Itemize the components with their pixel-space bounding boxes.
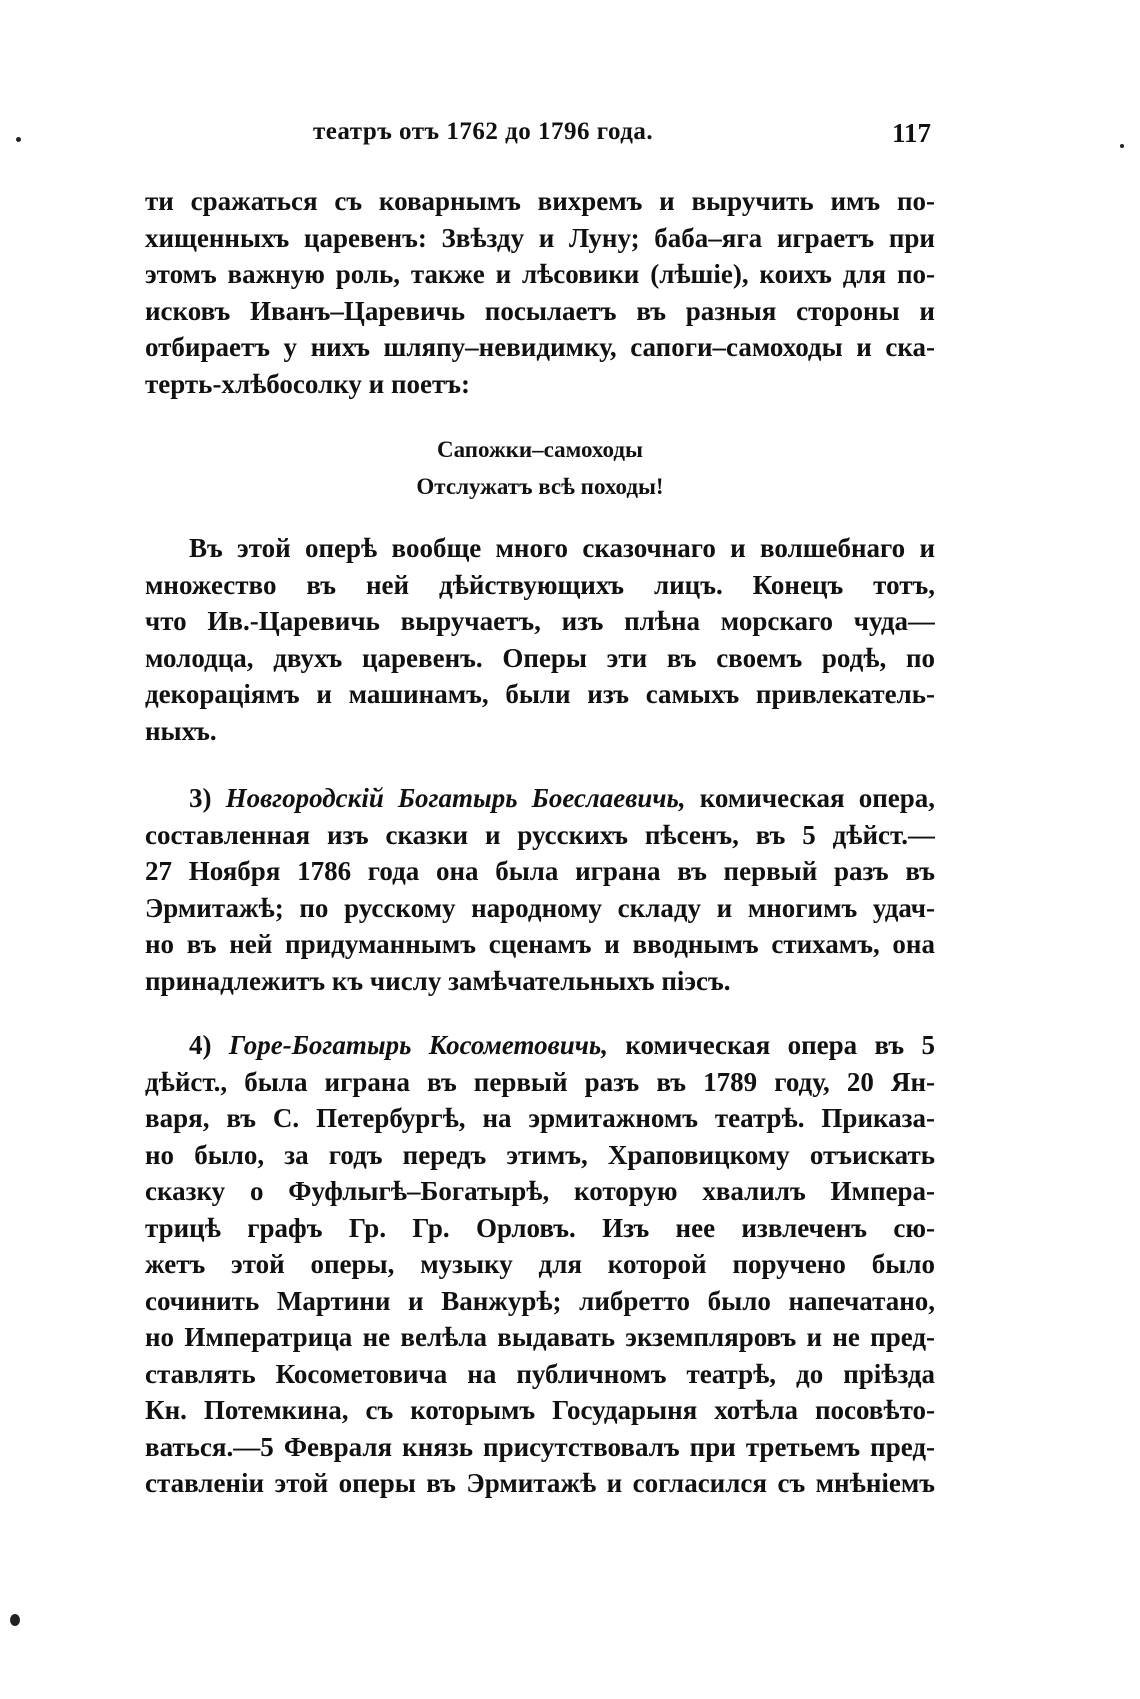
text-line: составленная изъ сказки и русскихъ пѣсенъ, въ 5 дѣйст.— <box>145 819 935 850</box>
text-line: Кн. Потемкина, съ которымъ Государыня хотѣла посовѣто- <box>145 1395 935 1425</box>
item-first-line-rest: комическая опера, <box>699 783 935 813</box>
paragraph-item-4 <box>145 1027 935 1502</box>
page-header <box>145 118 935 158</box>
text-line: ставлять Косометовича на публичномъ театрѣ, до пріѣзда <box>145 1358 935 1389</box>
paragraph-continuation <box>145 183 935 402</box>
text-line: ставленіи этой оперы въ Эрмитажѣ и согласился съ мнѣніемъ <box>145 1468 935 1498</box>
text-line: но въ ней придуманнымъ сценамъ и вводнымъ стихамъ, она <box>145 929 935 959</box>
text-line: исковъ Иванъ–Царевичь посылаетъ въ разныя стороны и <box>145 295 935 326</box>
running-title: театръ отъ 1762 до 1796 года. <box>313 118 654 145</box>
opera-title: Горе-Богатырь Косометовичь, <box>228 1030 608 1060</box>
text-line: что Ив.-Царевичь выручаетъ, изъ плѣна морскаго чуда— <box>145 606 935 636</box>
text-line: Эрмитажѣ; по русскому народному складу и многимъ удач- <box>145 892 935 923</box>
item-first-line-rest: комическая опера въ 5 <box>625 1030 935 1060</box>
ink-speck <box>1120 144 1124 148</box>
verse-quote <box>145 431 935 505</box>
text-line: трицѣ графъ Гр. Гр. Орловъ. Изъ нее извлеченъ сю- <box>145 1212 935 1243</box>
page-number: 117 <box>891 118 931 148</box>
text-line: ныхъ. <box>145 715 217 746</box>
text-line: принадлежитъ къ числу замѣчательныхъ піэсъ. <box>145 965 731 996</box>
text-line: терть-хлѣбосолку и поетъ: <box>145 368 470 399</box>
text-line: 27 Ноября 1786 года она была играна въ первый разъ въ <box>145 856 935 886</box>
paragraph-opera-description <box>145 530 935 749</box>
text-line: ти сражаться съ коварнымъ вихремъ и выручить имъ по- <box>145 186 935 216</box>
verse-line: Отслужатъ всѣ походы! <box>416 474 664 499</box>
text-line: дѣйст., была играна въ первый разъ въ 1789 году, 20 Ян- <box>145 1066 935 1097</box>
text-line: но было, за годъ передъ этимъ, Храповицкому отъискать <box>145 1139 935 1170</box>
text-line: декораціямъ и машинамъ, были изъ самыхъ привлекатель- <box>145 679 935 709</box>
text-line: молодца, двухъ царевенъ. Оперы эти въ своемъ родѣ, по <box>145 642 935 673</box>
text-line: сочинить Мартини и Ванжурѣ; либретто было напечатано, <box>145 1285 935 1316</box>
ink-speck <box>16 137 21 142</box>
text-line: ваться.—5 Февраля князь присутствовалъ при третьемъ пред- <box>145 1431 935 1462</box>
text-line: этомъ важную роль, также и лѣсовики (лѣшіе), коихъ для по- <box>145 259 935 289</box>
opera-title: Новгородскій Богатырь Боеслаевичь, <box>225 783 686 813</box>
text-line: сказку о Фуфлыгѣ–Богатырѣ, которую хвалилъ Импера- <box>145 1176 935 1206</box>
text-line: но Императрица не велѣла выдавать экземпляровъ и не пред- <box>145 1322 935 1352</box>
item-number: 3) <box>189 783 212 813</box>
verse-line: Сапожки–самоходы <box>436 437 643 462</box>
paragraph-item-3 <box>145 780 935 999</box>
item-first-line <box>145 1027 935 1064</box>
text-line: множество въ ней дѣйствующихъ лицъ. Конецъ тотъ, <box>145 569 935 600</box>
item-first-line <box>145 780 935 817</box>
text-line: отбираетъ у нихъ шляпу–невидимку, сапоги–самоходы и ска- <box>145 332 935 362</box>
ink-speck <box>10 1614 20 1626</box>
text-line: Въ этой оперѣ вообще много сказочнаго и волшебнаго и <box>189 533 935 563</box>
text-line: хищенныхъ царевенъ: Звѣзду и Луну; баба–яга играетъ при <box>145 222 935 253</box>
text-line: варя, въ С. Петербургѣ, на эрмитажномъ театрѣ. Приказа- <box>145 1103 935 1133</box>
item-number: 4) <box>189 1030 212 1060</box>
text-line: жетъ этой оперы, музыку для которой поручено было <box>145 1249 935 1279</box>
